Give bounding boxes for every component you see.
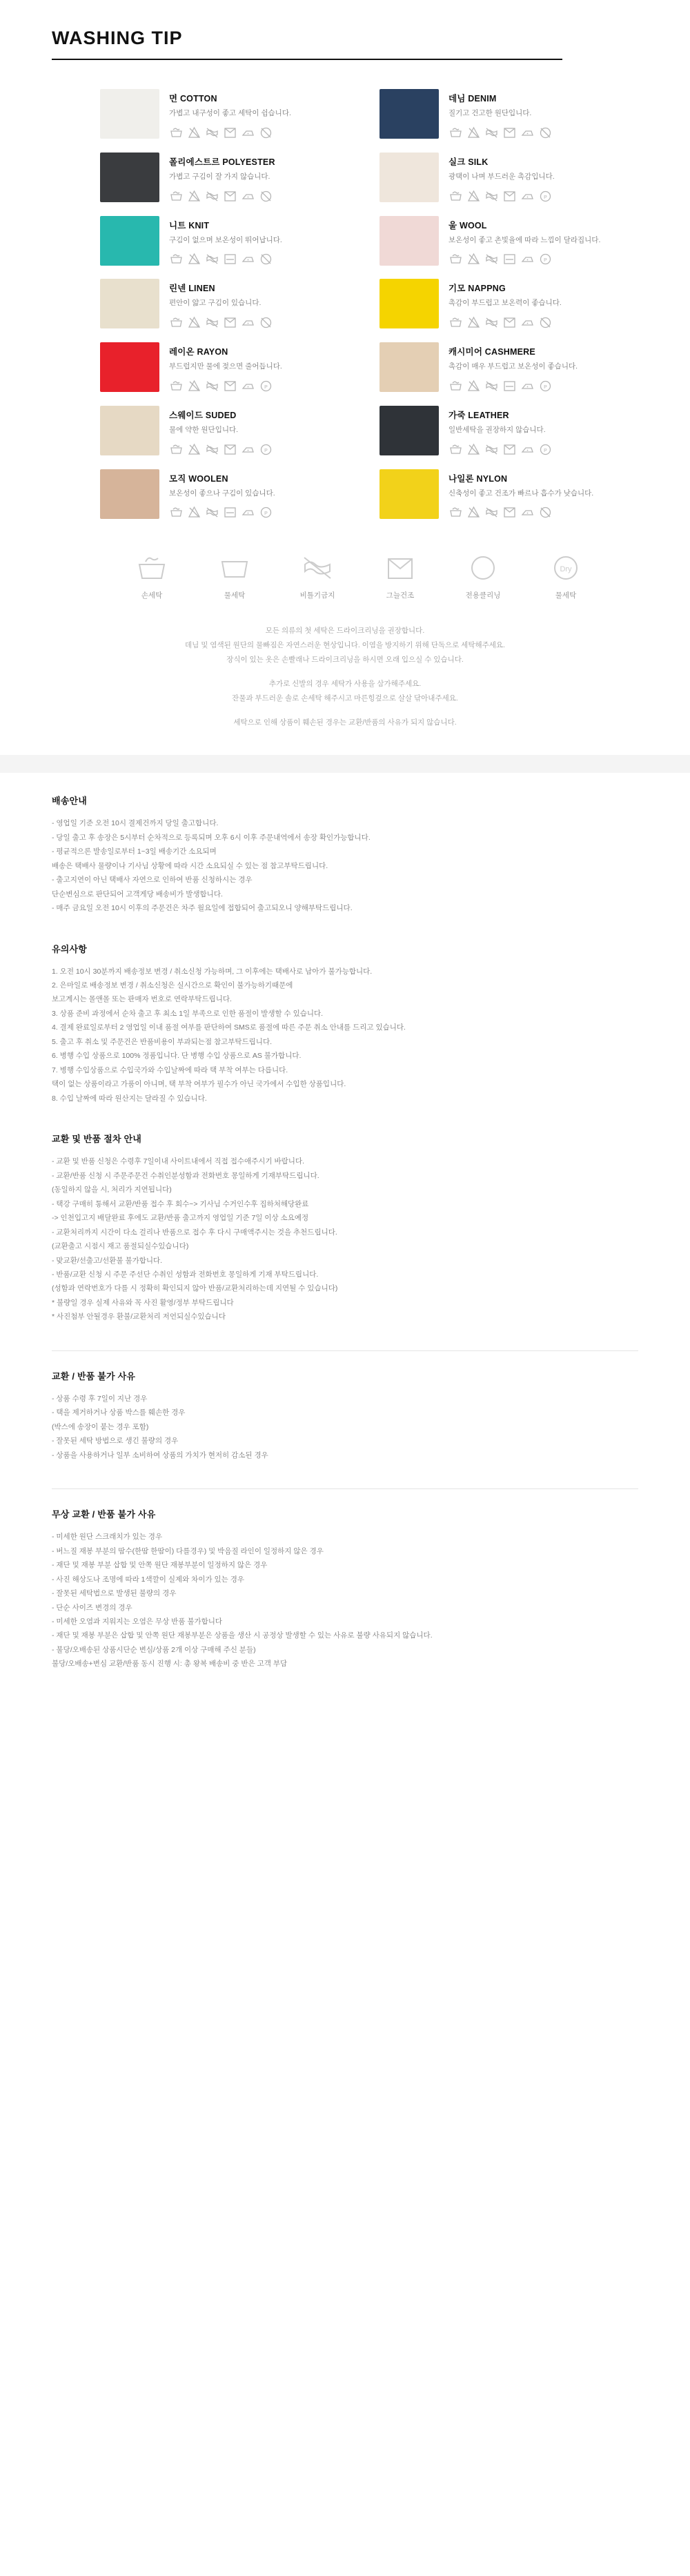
fabric-care-icons xyxy=(448,505,631,520)
list-item: 3. 상품 준비 과정에서 순차 출고 후 최소 1일 부족으로 인한 품절이 발생할 수 있습니다. xyxy=(52,1009,324,1018)
fabric-item xyxy=(379,153,631,204)
fabric-name: 울 WOOL xyxy=(448,220,487,230)
fabric-grid xyxy=(52,89,638,520)
wring-no-icon xyxy=(484,379,499,393)
bleach-no-icon xyxy=(187,252,201,266)
fabric-item xyxy=(100,216,352,267)
list-item: 8. 수입 날짜에 따라 원산지는 달라질 수 있습니다. xyxy=(52,1094,207,1103)
list-item: (박스에 송장이 붙는 경우 포함) xyxy=(52,1422,149,1431)
fabric-item xyxy=(100,406,352,457)
list-item: - 출고지연이 아닌 택배사 자연으로 인하여 반품 신청하시는 경우 xyxy=(52,876,253,885)
legend-label: 물세탁 xyxy=(555,591,577,600)
list-item: - 재단 및 재봉 부분은 삽합 및 안쪽 원단 재봉부분은 상품을 생산 시 공정상 발생할 수 있는 사유로 불량 사유되지 않습니다. xyxy=(52,1631,433,1640)
dryclean-no-icon xyxy=(538,126,553,140)
list-item: * 불량일 경우 실제 사유와 꼭 사진 활영/정부 부탁드립니다 xyxy=(52,1298,234,1307)
fabric-name: 나일론 NYLON xyxy=(448,473,508,484)
tumbledry-icon xyxy=(540,551,591,584)
iron-low-icon xyxy=(241,252,255,266)
dryclean-ok-icon xyxy=(259,505,273,520)
list-item: - 사진 해상도나 조명에 따라 1색깔이 실제와 차이가 있는 경우 xyxy=(52,1575,245,1584)
svg-text:Dry: Dry xyxy=(560,565,572,574)
wring-no-icon xyxy=(205,126,219,140)
handwash-icon xyxy=(126,551,177,584)
bleach-no-icon xyxy=(466,442,481,457)
fabric-swatch xyxy=(379,216,439,266)
list-item: 택이 없는 상품이라고 가품이 아니며, 택 부착 여부가 필수가 아닌 국가에서 수입한 상품입니다. xyxy=(52,1080,346,1089)
bleach-no-icon xyxy=(187,189,201,204)
wring-no-icon xyxy=(205,315,219,330)
note-line: 모든 의류의 첫 세탁은 드라이크리닝을 권장합니다. xyxy=(265,627,425,636)
dry-shade-icon xyxy=(502,505,517,520)
legend-item xyxy=(375,551,426,600)
fabric-name: 실크 SILK xyxy=(448,157,489,167)
note-line: 세탁으로 인해 상품이 훼손된 경우는 교환/반품의 사유가 되지 않습니다. xyxy=(233,718,457,727)
wring-no-icon xyxy=(205,379,219,393)
washing-tip-section xyxy=(0,0,690,755)
iron-low-icon xyxy=(520,442,535,457)
iron-low-icon xyxy=(520,252,535,266)
bleach-no-icon xyxy=(187,379,201,393)
fabric-item xyxy=(379,342,631,393)
wring-no-icon xyxy=(484,442,499,457)
fabric-name: 면 COTTON xyxy=(169,94,217,104)
legend-label: 그늘건조 xyxy=(386,591,415,600)
handwash-icon xyxy=(448,379,463,393)
fabric-desc: 가볍고 구김이 잘 가지 않습니다. xyxy=(169,172,270,181)
fabric-item xyxy=(100,342,352,393)
dryclean-no-icon xyxy=(259,252,273,266)
dry-shade-icon xyxy=(223,379,237,393)
dry-shade-icon xyxy=(223,315,237,330)
handwash-icon xyxy=(169,315,184,330)
legend-label: 비틀기금지 xyxy=(299,591,335,600)
bleach-no-icon xyxy=(466,126,481,140)
dry-flat-icon xyxy=(502,252,517,266)
svg-text:P: P xyxy=(264,511,268,517)
fabric-item xyxy=(379,216,631,267)
handwash-icon xyxy=(448,252,463,266)
handwash-icon xyxy=(169,252,184,266)
fabric-desc: 촉감이 부드럽고 보온력이 좋습니다. xyxy=(448,299,562,308)
note-line: 데님 및 염색된 원단의 물빠짐은 자연스러운 현상입니다. 이염을 방지하기 위해 단독으로 세탁해주세요. xyxy=(185,641,505,650)
fabric-desc: 보온성이 좋고 촌빛율에 따라 느낌이 달라집니다. xyxy=(448,235,601,244)
dryclean-ok-icon xyxy=(538,252,553,266)
dry-shade-icon xyxy=(223,126,237,140)
list-item: - 버느질 재봉 부분의 땀수(한땀 한땀이) 다를경우) 및 박음질 라인이 일정하지 않은 경우 xyxy=(52,1546,324,1555)
wring-no-icon xyxy=(205,252,219,266)
shipping-list xyxy=(52,816,638,915)
legend-item xyxy=(540,551,591,600)
bleach-no-icon xyxy=(187,442,201,457)
iron-low-icon xyxy=(520,126,535,140)
wring-no-icon xyxy=(484,126,499,140)
title-rule xyxy=(52,59,562,60)
bleach-no-icon xyxy=(466,505,481,520)
iron-low-icon xyxy=(520,189,535,204)
fabric-care-icons xyxy=(169,379,352,393)
list-item: - 택강 구매히 통해서 교환/반품 접수 후 회수~> 기사님 수거인수후 집하처해당완료 xyxy=(52,1199,309,1208)
section-divider xyxy=(0,755,690,773)
fabric-care-icons xyxy=(169,252,352,266)
fabric-care-icons xyxy=(169,505,352,520)
list-item: (교환출고 시점시 재고 품절되실수있습니다) xyxy=(52,1242,189,1251)
dryclean-no-icon xyxy=(538,315,553,330)
fabric-swatch xyxy=(100,469,159,519)
fabric-care-icons xyxy=(448,379,631,393)
svg-text:P: P xyxy=(544,195,547,200)
fabric-swatch xyxy=(379,153,439,202)
fabric-desc: 광택이 나며 부드러운 촉감입니다. xyxy=(448,172,555,181)
machinewash-icon xyxy=(209,551,260,584)
shipping-block xyxy=(52,794,638,915)
handwash-icon xyxy=(169,126,184,140)
legend-item xyxy=(126,551,177,600)
fabric-care-icons xyxy=(169,315,352,330)
bleach-no-icon xyxy=(466,379,481,393)
svg-text:P: P xyxy=(544,258,547,264)
list-item: - 반품/교환 신청 시 주문 주선단 수취인 성함과 전화번호 몽일하게 기재 부탁드립니다. xyxy=(52,1270,319,1279)
list-item: - 상품을 사용하거나 일부 소비하여 상품의 가치가 현저히 감소된 경우 xyxy=(52,1451,268,1459)
fabric-care-icons xyxy=(169,189,352,204)
warranty-block xyxy=(52,1507,638,1671)
fabric-care-icons xyxy=(448,126,631,140)
handwash-icon xyxy=(169,442,184,457)
handwash-icon xyxy=(448,189,463,204)
fabric-care-icons xyxy=(169,442,352,457)
list-item: - 당일 출고 후 송장은 5시부터 순차적으로 등록되며 오후 6시 이후 주문내역에서 송장 확인가능합니다. xyxy=(52,833,371,842)
fabric-desc: 물에 약한 원단입니다. xyxy=(169,425,239,434)
legend-label: 물세탁 xyxy=(224,591,246,600)
fabric-care-icons xyxy=(169,126,352,140)
fabric-care-icons xyxy=(448,189,631,204)
svg-text:P: P xyxy=(544,384,547,390)
iron-low-icon xyxy=(241,315,255,330)
wring-no-icon xyxy=(484,315,499,330)
wring-no-icon xyxy=(205,505,219,520)
svg-text:P: P xyxy=(264,448,268,453)
no-exchange-list xyxy=(52,1392,638,1462)
fabric-item xyxy=(379,279,631,330)
info-section xyxy=(0,773,690,1739)
legend-item xyxy=(457,551,509,600)
list-item: - 교환 및 반품 신청은 수령후 7일이내 사이트내에서 직접 접수애주시기 바랍니다. xyxy=(52,1157,305,1166)
dry-shade-icon xyxy=(223,189,237,204)
wring-no-icon xyxy=(205,442,219,457)
handwash-icon xyxy=(169,505,184,520)
handwash-icon xyxy=(448,442,463,457)
fabric-care-icons xyxy=(448,442,631,457)
iron-low-icon xyxy=(241,126,255,140)
list-item: - 재단 및 재봉 부분 삽합 및 안쪽 원단 재봉부분이 일정하지 않은 경우 xyxy=(52,1561,268,1570)
bleach-no-icon xyxy=(466,315,481,330)
iron-low-icon xyxy=(520,505,535,520)
shipping-title: 배송안내 xyxy=(52,796,88,807)
dryclean-ok-icon xyxy=(538,189,553,204)
fabric-swatch xyxy=(100,216,159,266)
list-item: 5. 출고 후 취소 및 주문건은 반품비용이 부과되는점 참고부탁드립니다. xyxy=(52,1037,273,1046)
fabric-desc: 부드럽지만 물에 젖으면 줄어듭니다. xyxy=(169,362,282,371)
dryclean-ok-icon xyxy=(538,379,553,393)
handwash-icon xyxy=(169,189,184,204)
handwash-icon xyxy=(448,315,463,330)
fabric-swatch xyxy=(379,342,439,392)
dryclean-no-icon xyxy=(259,189,273,204)
warranty-list xyxy=(52,1530,638,1671)
list-item: - 미세한 원단 스크래치가 있는 경우 xyxy=(52,1533,163,1542)
fabric-name: 레이온 RAYON xyxy=(169,347,228,357)
fabric-desc: 질기고 건고한 원단입니다. xyxy=(448,109,532,117)
list-item: (성함과 연락번호가 다를 시 정확히 확인되지 않아 반품/교환처리하는데 지연될 수 있습니다) xyxy=(52,1284,338,1293)
dry-flat-icon xyxy=(502,379,517,393)
fabric-item xyxy=(100,153,352,204)
bleach-no-icon xyxy=(466,252,481,266)
dry-flat-icon xyxy=(223,505,237,520)
list-item: 4. 결제 완료일로부터 2 영업일 이내 품절 여부를 판단하여 SMS로 품절에 따른 주문 취소 안내를 드리고 있습니다. xyxy=(52,1023,406,1032)
dryclean-ok-icon xyxy=(259,379,273,393)
svg-text:P: P xyxy=(544,448,547,453)
iron-low-icon xyxy=(241,442,255,457)
fabric-name: 폴리에스트르 POLYESTER xyxy=(169,157,275,167)
wring-no-icon xyxy=(484,189,499,204)
legend-label: 전용클리닝 xyxy=(465,591,501,600)
list-item: - 단순 사이즈 변경의 경우 xyxy=(52,1603,132,1612)
legend-item xyxy=(209,551,260,600)
list-item: - 잘못된 세탁법으로 발생된 불량의 경우 xyxy=(52,1589,177,1598)
handwash-icon xyxy=(169,379,184,393)
bleach-no-icon xyxy=(466,189,481,204)
list-item: - 교환/반품 신청 시 주문주문건 수취인분성함과 전화번호 몽일하게 기재부탁드립니다. xyxy=(52,1171,319,1180)
list-item: 1. 오전 10시 30분까지 배송정보 변경 / 취소신청 가능하며, 그 이후에는 택배사로 남아가 불가능합니다. xyxy=(52,967,373,976)
dry-flat-icon xyxy=(223,252,237,266)
iron-low-icon xyxy=(241,505,255,520)
svg-text:P: P xyxy=(264,384,268,390)
fabric-name: 데님 DENIM xyxy=(448,94,497,104)
fabric-item xyxy=(379,406,631,457)
list-item: 보고계시는 몰앤몰 또는 판매자 번호로 연락부탁드립니다. xyxy=(52,995,232,1004)
list-item: 단순변심으로 판단되어 고객게당 배송비가 발생합니다. xyxy=(52,889,223,898)
wring-no-icon xyxy=(205,189,219,204)
list-item: (동일하지 않을 시, 처리가 지연됩니다) xyxy=(52,1186,172,1194)
fabric-care-icons xyxy=(448,315,631,330)
list-item: * 사진첨부 안될경우 환불/교환처리 저언되실수있습니다 xyxy=(52,1312,226,1321)
exchange-block xyxy=(52,1132,638,1324)
caution-block xyxy=(52,942,638,1106)
fabric-swatch xyxy=(379,406,439,455)
dry-shade-icon xyxy=(502,315,517,330)
legend-item xyxy=(292,551,343,600)
dryclean-no-icon xyxy=(259,315,273,330)
list-item: - 맞교환/선출고/선환불 불가합니다. xyxy=(52,1256,163,1265)
iron-low-icon xyxy=(520,315,535,330)
dry-shade-icon xyxy=(223,442,237,457)
handwash-icon xyxy=(448,126,463,140)
fabric-care-icons xyxy=(448,252,631,266)
list-item: - 택을 제거하거나 상품 박스를 훼손한 경우 xyxy=(52,1408,186,1417)
no-exchange-title: 교환 / 반품 불가 사유 xyxy=(52,1370,136,1382)
no-exchange-block xyxy=(52,1369,638,1462)
block-divider xyxy=(52,1350,638,1351)
fabric-desc: 가볍고 내구성이 좋고 세탁이 쉽습니다. xyxy=(169,109,291,117)
fabric-swatch xyxy=(379,279,439,328)
note-line: 추가로 신발의 경우 세탁가 사용을 삼가해주세요. xyxy=(268,680,422,689)
dry-shade-icon xyxy=(502,126,517,140)
exchange-list xyxy=(52,1154,638,1296)
fabric-name: 캐시미어 CASHMERE xyxy=(448,347,535,357)
caution-title: 유의사항 xyxy=(52,943,88,954)
block-divider xyxy=(52,1488,638,1489)
dryclean-no-icon xyxy=(538,505,553,520)
list-item: - 평균적으론 발송일로부터 1~3일 배송기간 소요되며 xyxy=(52,847,217,856)
shadedry-icon xyxy=(375,551,426,584)
nowring-icon xyxy=(292,551,343,584)
list-item: - 매주 금요일 오전 10시 이후의 주문건은 차주 월요일에 접합되어 출고되오니 양해부탁드립니다. xyxy=(52,904,353,913)
list-item: 7. 병행 수입상품으로 수입국가와 수입날짜에 따라 택 부착 여부는 다릅니다. xyxy=(52,1065,288,1074)
fabric-desc: 편안이 얇고 구김이 있습니다. xyxy=(169,299,262,308)
fabric-desc: 신축성이 좋고 건조가 빠르나 흡수가 낮습니다. xyxy=(448,489,594,498)
note-line: 장식이 있는 옷은 손빨래나 드라이크리닝을 하시면 오래 입으실 수 있습니다. xyxy=(226,656,464,665)
handwash-icon xyxy=(448,505,463,520)
list-item: - 불당/오배송된 상품시단순 변심/상품 2개 이상 구매해 주신 분들) xyxy=(52,1645,256,1654)
iron-low-icon xyxy=(241,189,255,204)
warranty-title: 무상 교환 / 반품 불가 사유 xyxy=(52,1509,156,1520)
wring-no-icon xyxy=(484,505,499,520)
fabric-swatch xyxy=(100,153,159,202)
dryclean-no-icon xyxy=(259,126,273,140)
fabric-name: 기모 NAPPNG xyxy=(448,284,506,294)
list-item: - 미세한 오염과 지워지는 오염은 무상 반품 불가합니다 xyxy=(52,1618,223,1626)
legend-label: 손세탁 xyxy=(141,591,163,600)
list-item: - 잘못된 세탁 방법으로 생긴 불량의 경우 xyxy=(52,1437,179,1446)
page-title: WASHING TIP xyxy=(52,28,183,48)
list-item: 배송은 택배사 물량이나 기사님 상황에 따라 시간 소요되실 수 있는 점 참고부탁드립니다. xyxy=(52,861,328,870)
fabric-swatch xyxy=(100,342,159,392)
dry-shade-icon xyxy=(502,442,517,457)
fabric-name: 가죽 LEATHER xyxy=(448,410,509,420)
list-item: 2. 은마일로 배송정보 변경 / 취소신청은 실시간으로 확인이 불가능하기때문에 xyxy=(52,981,293,990)
exchange-warning-list xyxy=(52,1296,638,1324)
list-item: 불당/오배송+변심 교환/반품 동시 진행 시: 총 왕복 배송비 중 반은 고객 부담 xyxy=(52,1660,288,1669)
fabric-name: 모직 WOOLEN xyxy=(169,473,228,484)
exchange-title: 교환 및 반품 절차 안내 xyxy=(52,1134,142,1145)
list-item: - 영업일 기준 오전 10시 결제건까지 당일 출고합니다. xyxy=(52,819,219,828)
fabric-name: 린넨 LINEN xyxy=(169,284,215,294)
note-line: 잔물과 부드러운 솔로 손세탁 해주시고 마른힝겊으로 살살 닦아내주세요. xyxy=(232,694,458,703)
washing-notes xyxy=(52,624,638,755)
fabric-item xyxy=(379,89,631,140)
fabric-desc: 일반세탁을 권장하지 않습니다. xyxy=(448,425,546,434)
caution-list xyxy=(52,965,638,1106)
fabric-desc: 보온성이 좋으나 구김이 있습니다. xyxy=(169,489,275,498)
fabric-desc: 구김이 없으며 보온성이 뛰어납니다. xyxy=(169,235,282,244)
fabric-item xyxy=(379,469,631,520)
fabric-swatch xyxy=(100,406,159,455)
fabric-name: 스웨이드 SUDED xyxy=(169,410,237,420)
fabric-item xyxy=(100,469,352,520)
fabric-swatch xyxy=(379,469,439,519)
fabric-item xyxy=(100,279,352,330)
fabric-name: 니트 KNIT xyxy=(169,220,210,230)
dryclean-icon xyxy=(457,551,509,584)
dry-shade-icon xyxy=(502,189,517,204)
iron-low-icon xyxy=(520,379,535,393)
fabric-swatch xyxy=(100,89,159,139)
bleach-no-icon xyxy=(187,505,201,520)
fabric-desc: 촉감이 매우 부드럽고 보온성이 좋습니다. xyxy=(448,362,578,371)
bleach-no-icon xyxy=(187,126,201,140)
list-item: 6. 병행 수입 상품으로 100% 정품입니다. 단 병행 수입 상품으로 AS 불가합니다. xyxy=(52,1052,302,1061)
wring-no-icon xyxy=(484,252,499,266)
list-item: - 교환처리까지 시간이 다소 걸리나 반품으로 접수 후 다시 구매액주시는 것을 추천드립니다. xyxy=(52,1228,337,1237)
fabric-item xyxy=(100,89,352,140)
list-item: - 상품 수령 후 7일이 지난 경우 xyxy=(52,1394,148,1403)
care-legend xyxy=(52,551,638,600)
dryclean-ok-icon xyxy=(259,442,273,457)
dryclean-ok-icon xyxy=(538,442,553,457)
fabric-swatch xyxy=(100,279,159,328)
bleach-no-icon xyxy=(187,315,201,330)
iron-low-icon xyxy=(241,379,255,393)
fabric-swatch xyxy=(379,89,439,139)
list-item: -> 인천입고지 배달완료 후에도 교환/반품 출고까지 영업일 기준 7일 이상 소요예정 xyxy=(52,1214,309,1223)
